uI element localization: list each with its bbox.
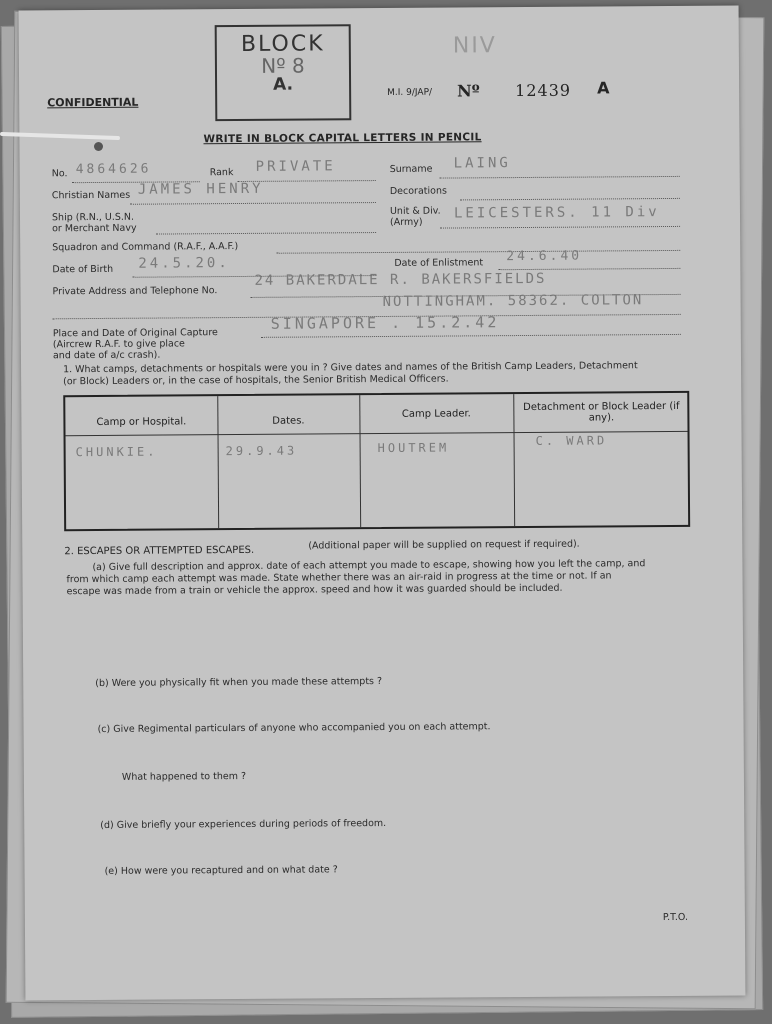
camps-table: [63, 391, 690, 531]
q2-a-line-1: (a) Give full description and approx. date of each attempt you made to escape, showing how you left the camp, and: [92, 558, 646, 574]
q2-a-line-2: from which camp each attempt was made. State whether there was an air-raid in progress at the time or not. If an: [66, 570, 612, 586]
leader-cell: HOUTREM: [377, 440, 450, 456]
address-line-2: NOTTINGHAM. 58362. COLTON: [382, 292, 644, 310]
q1-line-1: 1. What camps, detachments or hospitals were you in ? Give dates and names of the British Camp Leaders, Detachment: [63, 360, 638, 376]
christian-names-value: JAMES HENRY: [137, 180, 264, 198]
capture-value: SINGAPORE . 15.2.42: [270, 313, 500, 333]
q2-d: (d) Give briefly your experiences during periods of freedom.: [100, 817, 387, 831]
form-page: [19, 5, 746, 1000]
date-of-birth-value: 24.5.20.: [138, 255, 230, 272]
enlistment-label: Date of Enlistment: [394, 257, 484, 269]
q2-note: (Additional paper will be supplied on request if required).: [308, 538, 580, 552]
block-stamp-line-2: Nº 8: [261, 53, 305, 78]
block-stamp-line-3: A.: [273, 74, 294, 95]
camp-cell: CHUNKIE.: [75, 444, 158, 460]
capture-label-3: and date of a/c crash).: [52, 349, 161, 362]
camps-header-leader: Camp Leader.: [401, 408, 471, 420]
ref-code: M.I. 9/JAP/: [387, 87, 433, 98]
confidential-label: CONFIDENTIAL: [47, 95, 139, 110]
pencil-mark: NIV: [452, 33, 497, 59]
q1-line-2: (or Block) Leaders or, in the case of hospitals, the Senior British Medical Officers.: [63, 373, 449, 388]
q2-title: 2. ESCAPES OR ATTEMPTED ESCAPES.: [64, 544, 255, 558]
rank-value: PRIVATE: [255, 158, 336, 175]
enlistment-value: 24.6.40: [506, 248, 583, 265]
surname-label: Surname: [389, 163, 433, 175]
camps-header-detachment: Detachment or Block Leader (if any).: [523, 400, 680, 424]
address-label: Private Address and Telephone No.: [52, 285, 218, 298]
dates-cell: 29.9.43: [225, 443, 298, 459]
camps-header-camp: Camp or Hospital.: [96, 416, 187, 428]
pto-label: P.T.O.: [662, 911, 689, 924]
date-of-birth-label: Date of Birth: [52, 263, 114, 276]
christian-names-label: Christian Names: [51, 189, 131, 202]
camps-header-dates: Dates.: [272, 415, 305, 427]
unit-label-1: Unit & Div.: [389, 205, 441, 217]
number-label: Nº: [457, 81, 480, 101]
service-no-label: No.: [51, 168, 68, 180]
squadron-label: Squadron and Command (R.A.F., A.A.F.): [52, 240, 239, 254]
q2-a-line-3: escape was made from a train or vehicle the approx. speed and how it was guarded should be included.: [66, 582, 563, 598]
pencil-instruction: WRITE IN BLOCK CAPITAL LETTERS IN PENCIL: [203, 131, 482, 146]
detachment-cell: C. WARD: [535, 433, 608, 448]
block-stamp: [215, 24, 352, 121]
ship-label-2: or Merchant Navy: [52, 222, 137, 235]
service-no-value: 4864626: [75, 161, 152, 178]
q2-e: (e) How were you recaptured and on what date ?: [104, 864, 338, 877]
unit-value: LEICESTERS. 11 Div: [453, 204, 660, 222]
block-stamp-line-1: BLOCK: [240, 31, 325, 57]
q2-c-follow-up: What happened to them ?: [121, 770, 247, 783]
decorations-label: Decorations: [389, 185, 447, 197]
rank-label: Rank: [209, 167, 234, 179]
capture-label-2: (Aircrew R.A.F. to give place: [52, 338, 185, 351]
ship-label-1: Ship (R.N., U.S.N.: [51, 211, 135, 224]
q2-c: (c) Give Regimental particulars of anyone who accompanied you on each attempt.: [97, 721, 491, 735]
unit-label-2: (Army): [390, 216, 423, 228]
capture-label-1: Place and Date of Original Capture: [52, 327, 218, 340]
q2-b: (b) Were you physically fit when you made these attempts ?: [95, 676, 383, 690]
punch-hole: [94, 142, 103, 151]
form-number: 12439: [515, 80, 572, 101]
address-line-1: 24 BAKERDALE R. BAKERSFIELDS: [254, 270, 547, 289]
surname-value: LAING: [453, 155, 511, 172]
form-suffix: A: [597, 78, 610, 98]
